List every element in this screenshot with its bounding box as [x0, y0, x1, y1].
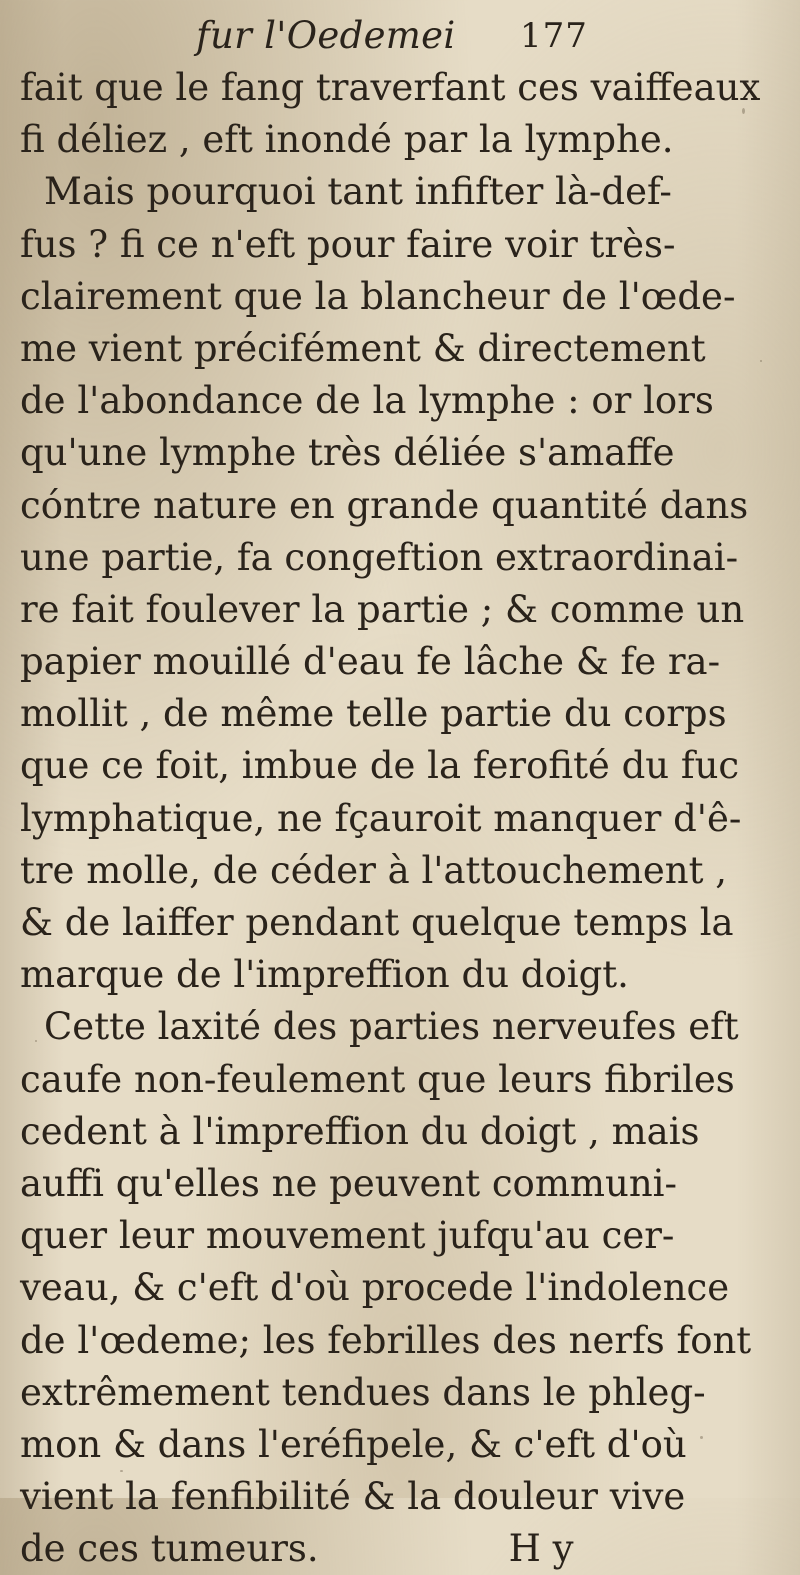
text-line-15: lymphatique, ne fçauroit manquer d'ê-: [20, 796, 742, 840]
catchword: H y: [508, 1527, 574, 1571]
text-line-4: fus ? fi ce n'eft pour faire voir très-: [20, 222, 676, 266]
text-line-20: caufe non-feulement que leurs fibriles: [20, 1057, 735, 1101]
text-line-11: re fait foulever la partie ; & comme un: [20, 587, 745, 631]
running-title: fur l'Oedemei: [196, 14, 456, 57]
text-line-16: tre molle, de céder à l'attouchement ,: [20, 848, 728, 892]
text-line-1: fait que le fang traverfant ces vaiffeaux: [20, 66, 761, 109]
text-line-21: cedent à l'impreffion du doigt , mais: [20, 1109, 700, 1153]
text-line-28: vient la fenfibilité & la douleur vive: [20, 1475, 686, 1519]
text-line-3: Mais pourquoi tant infifter là-def-: [44, 170, 672, 214]
text-line-10: une partie, fa congeftion extraordinai-: [20, 535, 739, 579]
text-line-2: fi déliez , eft inondé par la lymphe.: [20, 118, 674, 162]
text-line-9: cóntre nature en grande quantité dans: [20, 483, 749, 527]
text-line-13: mollit , de même telle partie du corps: [20, 692, 727, 736]
text-line-7: de l'abondance de la lymphe : or lors: [20, 379, 714, 423]
text-line-26: extrêmement tendues dans le phleg-: [20, 1370, 706, 1414]
text-line-8: qu'une lymphe très déliée s'amaffe: [20, 431, 675, 475]
text-line-6: me vient précifément & directement: [20, 326, 706, 370]
text-line-14: que ce foit, imbue de la ferofité du fuc: [20, 744, 740, 788]
closing-text: de ces tumeurs.: [20, 1527, 319, 1571]
text-line-23: quer leur mouvement jufqu'au cer-: [20, 1214, 675, 1258]
page-header: [0, 14, 800, 60]
text-line-5: clairement que la blancheur de l'œde-: [20, 274, 736, 318]
text-line-18: marque de l'impreffion du doigt.: [20, 953, 629, 997]
text-line-25: de l'œdeme; les febrilles des nerfs font: [20, 1318, 752, 1362]
text-line-27: mon & dans l'eréfipele, & c'eft d'où: [20, 1422, 687, 1466]
text-line-17: & de laiffer pendant quelque temps la: [20, 901, 734, 944]
body-text: [20, 62, 761, 1575]
page-number: 177: [520, 16, 588, 56]
text-line-24: veau, & c'eft d'où procede l'indolence: [20, 1266, 730, 1310]
text-line-29: [20, 1523, 680, 1575]
text-line-12: papier mouillé d'eau fe lâche & fe ra-: [20, 640, 721, 684]
text-line-22: auffi qu'elles ne peuvent communi-: [20, 1161, 677, 1205]
text-line-19: Cette laxité des parties nerveufes eft: [44, 1005, 739, 1049]
